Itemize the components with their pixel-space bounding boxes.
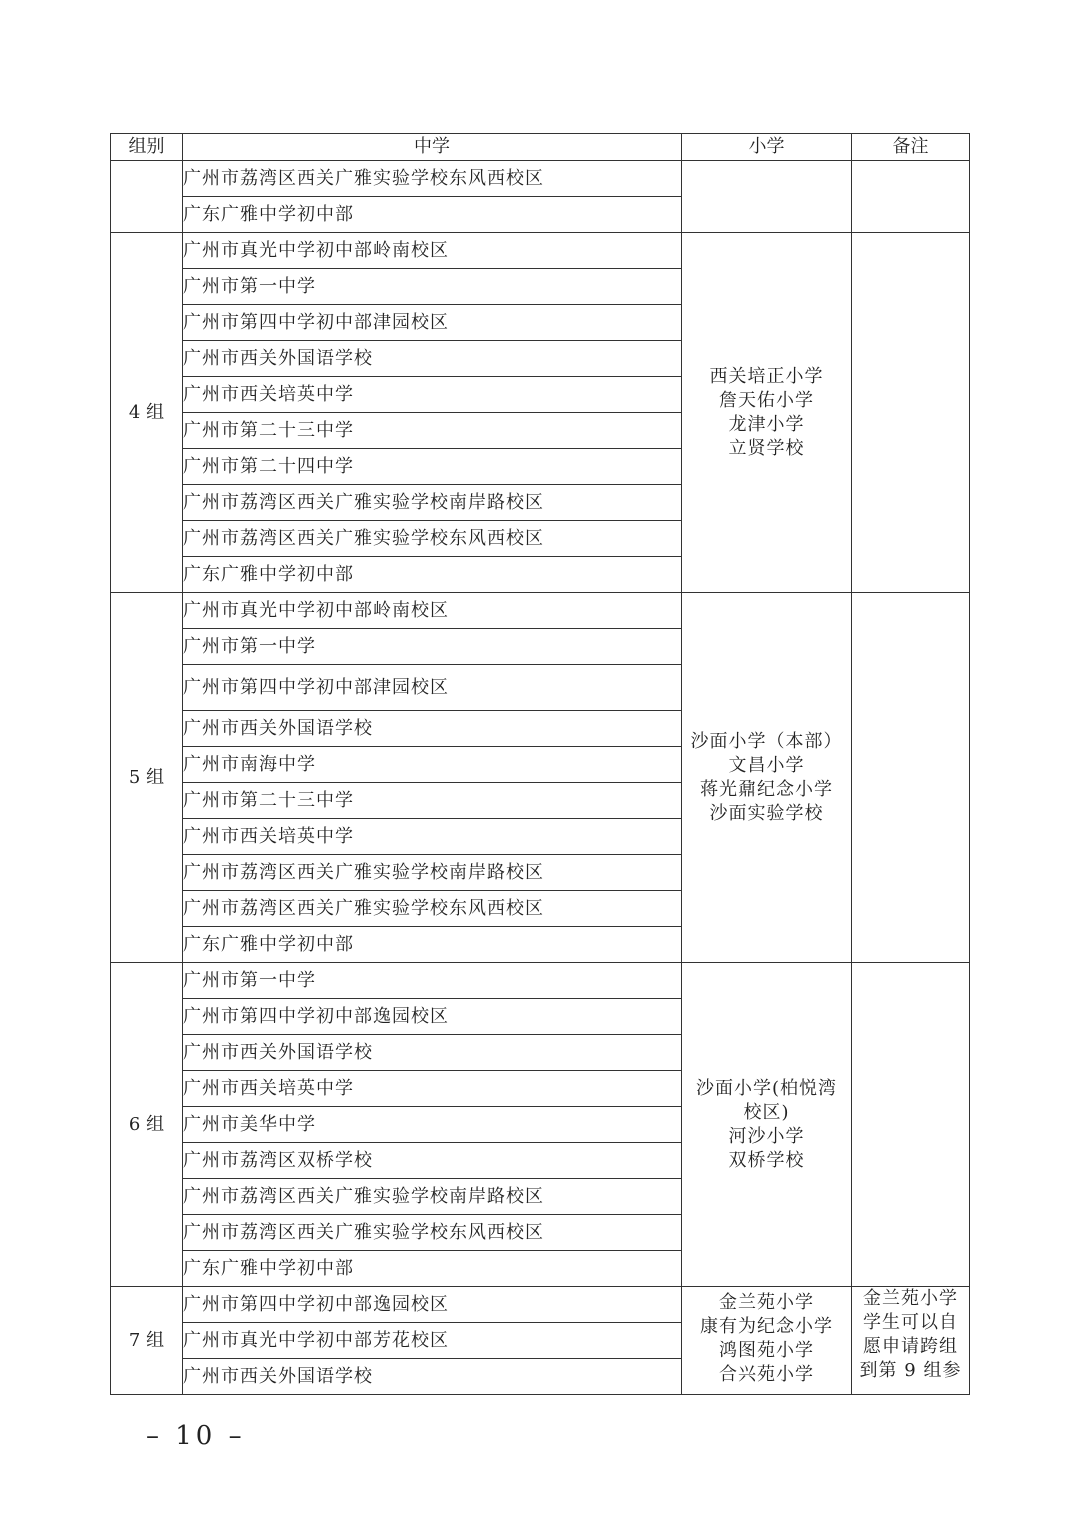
middle-school-cell: 广州市真光中学初中部岭南校区 (183, 593, 682, 629)
middle-school-cell: 广州市荔湾区双桥学校 (183, 1143, 682, 1179)
primary-school-name: 校区) (743, 1101, 790, 1123)
primary-school-name: 西关培正小学 (709, 365, 824, 387)
middle-school-cell: 广州市真光中学初中部岭南校区 (183, 233, 682, 269)
primary-school-name: 双桥学校 (728, 1149, 805, 1171)
school-assignment-table (110, 133, 970, 1395)
note-line: 到第 9 组参 (859, 1360, 962, 1381)
middle-school-cell: 广州市南海中学 (183, 747, 682, 783)
middle-school-cell: 广州市真光中学初中部芳花校区 (183, 1323, 682, 1359)
primary-school-cell (682, 1287, 852, 1395)
middle-school-cell: 广州市第四中学初中部津园校区 (183, 665, 682, 711)
note-line: 愿申请跨组 (863, 1336, 958, 1357)
middle-school-cell: 广州市第一中学 (183, 269, 682, 305)
note-cell (852, 593, 970, 963)
primary-school-name: 立贤学校 (728, 437, 805, 459)
middle-school-cell: 广州市美华中学 (183, 1107, 682, 1143)
middle-school-cell: 广东广雅中学初中部 (183, 927, 682, 963)
primary-school-name: 蒋光鼐纪念小学 (700, 778, 833, 800)
note-line: 学生可以自 (863, 1312, 958, 1333)
middle-school-cell: 广州市荔湾区西关广雅实验学校东风西校区 (183, 521, 682, 557)
note-line: 金兰苑小学 (863, 1288, 958, 1309)
group-label: 4 组 (111, 233, 183, 593)
middle-school-cell: 广州市西关外国语学校 (183, 341, 682, 377)
middle-school-cell: 广州市荔湾区西关广雅实验学校南岸路校区 (183, 855, 682, 891)
middle-school-cell: 广州市西关外国语学校 (183, 1359, 682, 1395)
middle-school-cell: 广州市荔湾区西关广雅实验学校南岸路校区 (183, 485, 682, 521)
table-row (111, 233, 970, 269)
page-number: – 10 – (146, 1421, 246, 1451)
primary-school-name: 合兴苑小学 (719, 1364, 814, 1385)
middle-school-cell: 广州市第二十三中学 (183, 783, 682, 819)
middle-school-cell: 广东广雅中学初中部 (183, 1251, 682, 1287)
primary-school-name: 沙面小学（本部） (690, 730, 843, 752)
group-label: 6 组 (111, 963, 183, 1287)
primary-school-name: 金兰苑小学 (719, 1292, 814, 1313)
middle-school-cell: 广州市第四中学初中部逸园校区 (183, 999, 682, 1035)
middle-school-cell: 广州市荔湾区西关广雅实验学校东风西校区 (183, 1215, 682, 1251)
table-row (111, 963, 970, 999)
group-label: 7 组 (111, 1287, 183, 1395)
middle-school-cell: 广东广雅中学初中部 (183, 197, 682, 233)
middle-school-cell: 广州市第二十三中学 (183, 413, 682, 449)
primary-school-cell (682, 233, 852, 593)
note-cell (852, 233, 970, 593)
middle-school-cell: 广州市第一中学 (183, 963, 682, 999)
primary-school-cell (682, 161, 852, 233)
primary-school-name: 沙面实验学校 (709, 802, 824, 824)
middle-school-cell: 广州市荔湾区西关广雅实验学校南岸路校区 (183, 1179, 682, 1215)
table-body (111, 161, 970, 1395)
group-label: 5 组 (111, 593, 183, 963)
primary-school-cell (682, 963, 852, 1287)
header-middle-school: 中学 (183, 134, 682, 161)
header-row (111, 134, 970, 161)
table-row (111, 593, 970, 629)
middle-school-cell: 广州市第四中学初中部逸园校区 (183, 1287, 682, 1323)
table-row (111, 1287, 970, 1323)
primary-school-name: 龙津小学 (728, 413, 805, 435)
header-primary-school: 小学 (682, 134, 852, 161)
middle-school-cell: 广州市第二十四中学 (183, 449, 682, 485)
primary-school-name: 文昌小学 (728, 754, 805, 776)
header-note: 备注 (852, 134, 970, 161)
middle-school-cell: 广州市第四中学初中部津园校区 (183, 305, 682, 341)
note-cell (852, 1287, 970, 1395)
table-row (111, 161, 970, 197)
primary-school-name: 詹天佑小学 (719, 389, 814, 411)
primary-school-name: 河沙小学 (728, 1125, 805, 1147)
primary-school-cell (682, 593, 852, 963)
middle-school-cell: 广州市西关外国语学校 (183, 711, 682, 747)
middle-school-cell: 广州市西关培英中学 (183, 819, 682, 855)
primary-school-name: 鸿图苑小学 (719, 1340, 814, 1361)
primary-school-name: 沙面小学(柏悦湾 (695, 1077, 838, 1099)
primary-school-name: 康有为纪念小学 (700, 1316, 833, 1337)
note-cell (852, 161, 970, 233)
middle-school-cell: 广东广雅中学初中部 (183, 557, 682, 593)
middle-school-cell: 广州市西关培英中学 (183, 1071, 682, 1107)
middle-school-cell: 广州市荔湾区西关广雅实验学校东风西校区 (183, 891, 682, 927)
group-label (111, 161, 183, 233)
middle-school-cell: 广州市荔湾区西关广雅实验学校东风西校区 (183, 161, 682, 197)
middle-school-cell: 广州市西关外国语学校 (183, 1035, 682, 1071)
note-cell (852, 963, 970, 1287)
middle-school-cell: 广州市第一中学 (183, 629, 682, 665)
header-group: 组别 (111, 134, 183, 161)
middle-school-cell: 广州市西关培英中学 (183, 377, 682, 413)
